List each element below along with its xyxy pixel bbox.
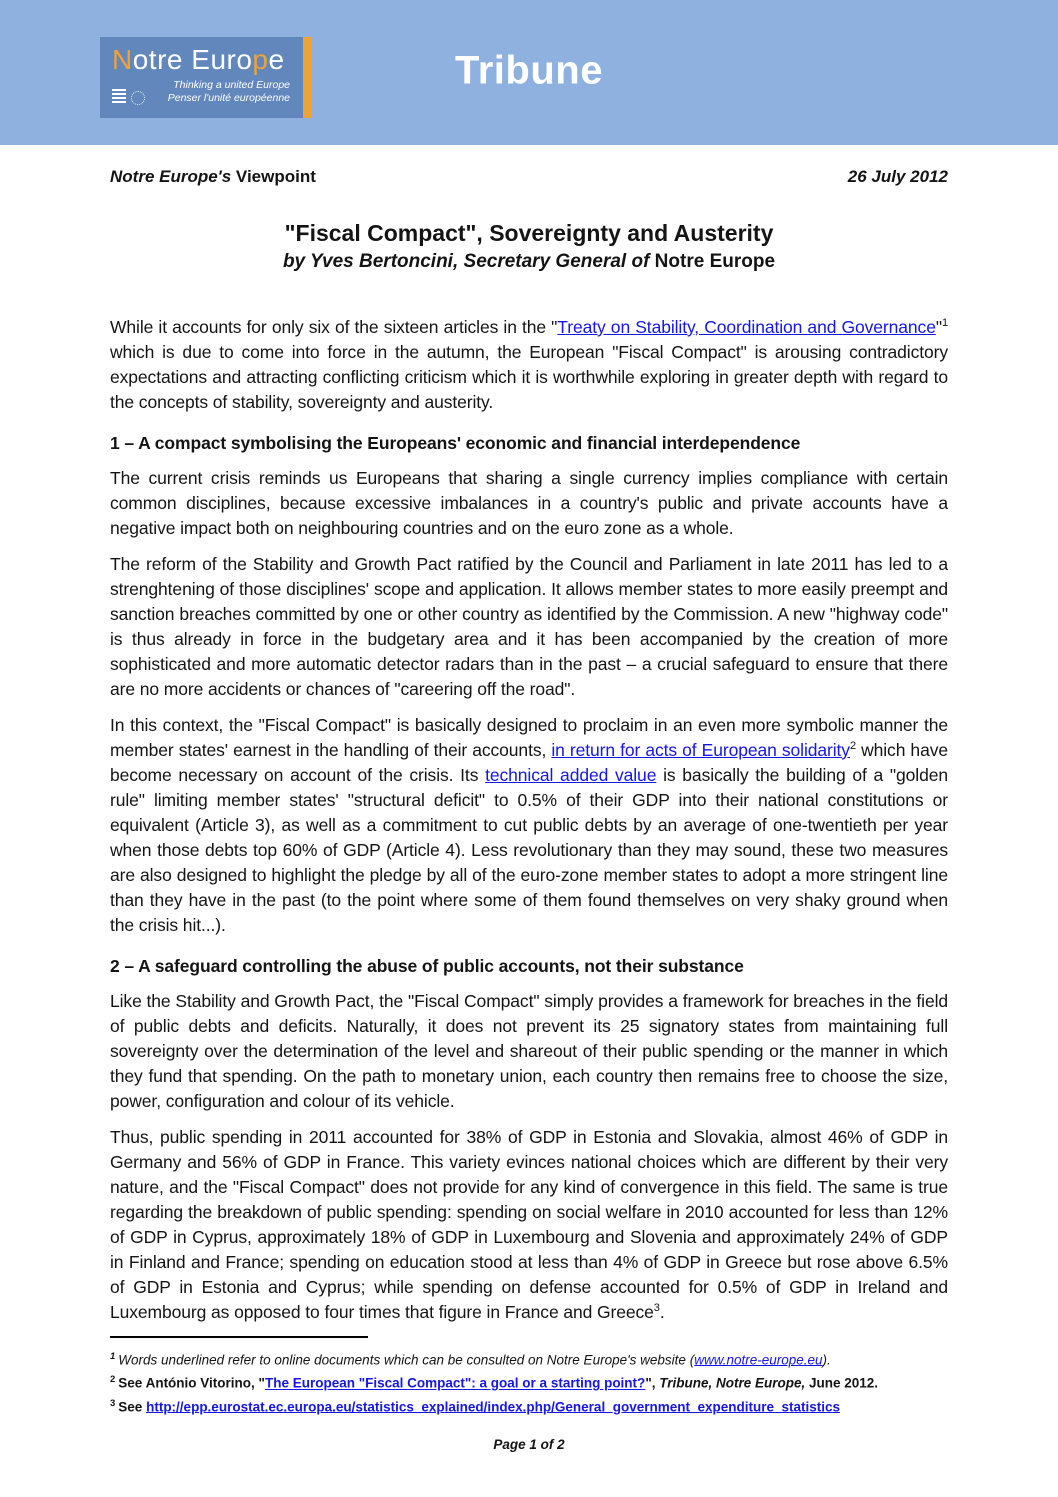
text-run: which is due to come into force in the autumn, the European "Fiscal Compact" is arousing contradictory expectations and attracting conflicting criticism which it is worthwhile exploring in greater depth with regard to the concepts of stability, sovereignty and austerity. (110, 341, 948, 412)
text-run: June 2012. (805, 1375, 879, 1391)
inline-link[interactable]: technical added value (485, 764, 657, 785)
text-run: 2 – A safeguard controlling the abuse of public accounts, not their substance (110, 955, 744, 976)
footnote (110, 1394, 948, 1418)
logo-letter-n: N (112, 44, 133, 75)
text-run: 1 – A compact symbolising the Europeans' economic and financial interdependence (110, 432, 801, 453)
paragraph (110, 466, 948, 541)
logo-tagline-en: Thinking a united Europe (173, 78, 290, 91)
inline-link[interactable]: in return for acts of European solidarity (551, 739, 850, 760)
byline-org: Notre Europe (654, 250, 776, 272)
paragraph (110, 713, 948, 938)
series-label-rest: Viewpoint (231, 167, 316, 186)
article-body (110, 315, 948, 1336)
article-byline (110, 251, 948, 273)
footnote-ref[interactable]: 2 (849, 739, 856, 752)
text-run: which have become necessary on account of the crisis. Its (110, 739, 948, 785)
footnote-separator (110, 1336, 368, 1338)
footnotes-list (110, 1347, 948, 1418)
text-run: See António Vitorino, " (118, 1375, 265, 1391)
page-footer (0, 1417, 1058, 1497)
text-run: ). (822, 1352, 831, 1368)
text-run: . (659, 1301, 665, 1322)
logo-letter-p: p (252, 44, 269, 75)
inline-link[interactable]: Treaty on Stability, Coordination and Governance (557, 316, 936, 337)
text-run: The reform of the Stability and Growth Pact ratified by the Council and Parliament in late 2011 has led to a strenghtening of those disciplines' scope and application. It allows member states to more easily preempt and sanction breaches committed by one or other country as identified by the Commission. A new "highway code" is thus already in force in the budgetary area and it has been accompanied by the creation of more sophisticated and more automatic detector radars than in the past – a crucial safeguard to ensure that there are no more accidents or chances of "careering off the road". (110, 553, 948, 699)
footnote (110, 1370, 948, 1394)
text-run: Words underlined refer to online documents which can be consulted on Notre Europe's website ( (118, 1352, 695, 1368)
logo-letters-mid: otre Euro (132, 44, 253, 75)
section-heading (110, 431, 948, 456)
section-heading (110, 954, 948, 979)
footnote-ref[interactable]: 1 (941, 316, 948, 329)
publication-date: 26 July 2012 (847, 167, 948, 186)
paragraph (110, 552, 948, 702)
text-run: The current crisis reminds us Europeans that sharing a single currency implies compliance with certain common disciplines, because excessive imbalances in a country's public and private accounts have a negative impact both on neighbouring countries and on the euro zone as a whole. (110, 467, 948, 538)
logo-tagline-fr: Penser l'unité européenne (167, 91, 290, 104)
inline-link[interactable]: The European "Fiscal Compact": a goal or a starting point? (264, 1375, 646, 1391)
footnote-marker: 3 (110, 1397, 116, 1409)
byline-role: by Yves Bertoncini, Secretary General of (282, 250, 655, 272)
article-title: "Fiscal Compact", Sovereignty and Austerity (284, 220, 774, 246)
text-run: While it accounts for only six of the sixteen articles in the " (110, 316, 558, 337)
footnote-ref[interactable]: 3 (653, 1301, 660, 1314)
text-run: In this context, the "Fiscal Compact" is basically designed to proclaim in an even more symbolic manner the member states' earnest in the handling of their accounts, (110, 714, 948, 760)
title-block (110, 219, 948, 273)
series-label-brand: Notre Europe's (110, 167, 232, 186)
inline-link[interactable]: http://epp.eurostat.ec.europa.eu/statistics_explained/index.php/General_government_expenditure_statistics (146, 1399, 841, 1415)
footnote-marker: 2 (110, 1374, 116, 1386)
publication-title: Tribune (455, 48, 603, 93)
text-run: ", (645, 1375, 660, 1391)
page-content (0, 145, 1058, 1417)
text-run: is basically the building of a "golden rule" limiting member states' "structural deficit" to 0.5% of their GDP into their national constitutions or equivalent (Article 3), as well as a commitment to cut public debts by an average of one-twentieth per year when those debts top 60% of GDP (Article 4). Less revolutionary than they may sound, these two measures are also designed to highlight the pledge by all of the euro-zone member states to adopt a more stringent line than they have in the past (to the point where some of them found themselves on very shaky ground when the crisis hit...). (110, 764, 948, 935)
page-number-label: Page 1 of 2 (493, 1437, 565, 1453)
paragraph (110, 315, 948, 415)
footnote-area (110, 1336, 948, 1418)
text-run: Thus, public spending in 2011 accounted for 38% of GDP in Estonia and Slovakia, almost 46% of GDP in Germany and 56% of GDP in France. This variety evinces national choices which are different by their very nature, and the "Fiscal Compact" does not provide for any kind of convergence in this field. The same is true regarding the breakdown of public spending: spending on social welfare in 2010 accounted for less than 12% of GDP in Cyprus, approximately 18% of GDP in Luxembourg and Slovenia and approximately 24% of GDP in Finland and France; spending on education stood at less than 4% of GDP in Greece but rose above 6.5% of GDP in Estonia and Cyprus; while spending on defense accounted for 0.5% of GDP in Ireland and Luxembourg as opposed to four times that figure in France and Greece (110, 1126, 948, 1322)
text-run: Like the Stability and Growth Pact, the "Fiscal Compact" simply provides a framework for breaches in the field of public debts and deficits. Naturally, it does not prevent its 25 signatory states from maintaining full sovereignty over the determination of the level and shareout of their public spending or the manner in which they fund that spending. On the path to monetary union, each country then remains free to choose the size, power, configuration and colour of its vehicle. (110, 990, 948, 1111)
header-banner (0, 0, 1058, 145)
text-run: See (118, 1399, 147, 1415)
text-run: Tribune, Notre Europe, (659, 1375, 806, 1391)
paragraph (110, 1125, 948, 1325)
meta-row (110, 167, 948, 187)
series-label (110, 167, 316, 187)
footnote-marker: 1 (110, 1350, 116, 1362)
logo-letter-e: e (268, 44, 285, 75)
footnote (110, 1347, 948, 1371)
paragraph (110, 989, 948, 1114)
text-run: " (935, 316, 942, 337)
inline-link[interactable]: www.notre-europe.eu (694, 1352, 823, 1368)
